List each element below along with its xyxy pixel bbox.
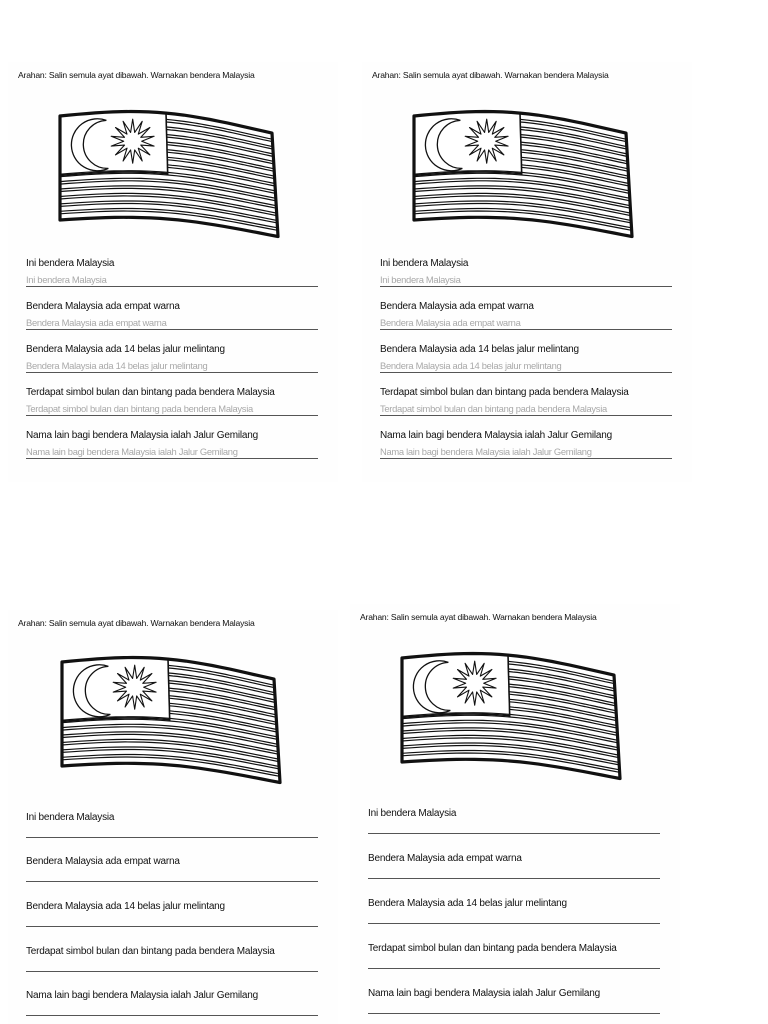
writing-line-4[interactable]: [368, 968, 660, 969]
sentence-5: Nama lain bagi bendera Malaysia ialah Jalur Gemilang: [26, 990, 258, 1001]
flag-illustration: [52, 102, 284, 240]
malaysia-flag-outline: [394, 644, 626, 782]
worksheet-panel-1: [8, 62, 338, 482]
trace-line-4[interactable]: Terdapat simbol bulan dan bintang pada bendera Malaysia: [26, 404, 318, 416]
sentence-group: [26, 990, 318, 1016]
sentence-3: Bendera Malaysia ada 14 belas jalur melintang: [26, 344, 225, 355]
sentence-group: [380, 301, 672, 330]
sentence-group: [26, 344, 318, 373]
sentence-4: Terdapat simbol bulan dan bintang pada bendera Malaysia: [368, 943, 617, 954]
flag-illustration: [394, 644, 626, 782]
trace-line-3[interactable]: Bendera Malaysia ada 14 belas jalur melintang: [380, 361, 672, 373]
trace-line-5[interactable]: Nama lain bagi bendera Malaysia ialah Jalur Gemilang: [26, 447, 318, 459]
sentence-group: [26, 812, 318, 838]
instruction-text: Arahan: Salin semula ayat dibawah. Warnakan bendera Malaysia: [18, 70, 255, 80]
sentence-1: Ini bendera Malaysia: [368, 808, 457, 819]
sentence-2: Bendera Malaysia ada empat warna: [26, 856, 180, 867]
sentence-group: [368, 988, 660, 1014]
flag-illustration: [54, 648, 286, 786]
instruction-text: Arahan: Salin semula ayat dibawah. Warnakan bendera Malaysia: [372, 70, 609, 80]
writing-line-1[interactable]: [26, 837, 318, 838]
sentence-group: [26, 946, 318, 972]
sentence-5: Nama lain bagi bendera Malaysia ialah Jalur Gemilang: [368, 988, 600, 999]
sentence-1: Ini bendera Malaysia: [26, 258, 115, 269]
instruction-text: Arahan: Salin semula ayat dibawah. Warnakan bendera Malaysia: [18, 618, 255, 628]
sentence-2: Bendera Malaysia ada empat warna: [380, 301, 534, 312]
sentence-group: [368, 943, 660, 969]
sentence-group: [26, 430, 318, 459]
writing-line-5[interactable]: [26, 1015, 318, 1016]
sentence-2: Bendera Malaysia ada empat warna: [26, 301, 180, 312]
sentence-5: Nama lain bagi bendera Malaysia ialah Jalur Gemilang: [26, 430, 258, 441]
sentence-group: [380, 344, 672, 373]
sentence-1: Ini bendera Malaysia: [380, 258, 469, 269]
worksheet-panel-3: [8, 610, 338, 1024]
sentence-3: Bendera Malaysia ada 14 belas jalur melintang: [368, 898, 567, 909]
writing-line-3[interactable]: [26, 926, 318, 927]
trace-line-4[interactable]: Terdapat simbol bulan dan bintang pada bendera Malaysia: [380, 404, 672, 416]
sentence-4: Terdapat simbol bulan dan bintang pada bendera Malaysia: [380, 387, 629, 398]
instruction-text: Arahan: Salin semula ayat dibawah. Warnakan bendera Malaysia: [360, 612, 597, 622]
sentence-group: [26, 901, 318, 927]
flag-illustration: [406, 102, 638, 240]
sentence-5: Nama lain bagi bendera Malaysia ialah Jalur Gemilang: [380, 430, 612, 441]
sentence-4: Terdapat simbol bulan dan bintang pada bendera Malaysia: [26, 946, 275, 957]
writing-line-3[interactable]: [368, 923, 660, 924]
trace-line-2[interactable]: Bendera Malaysia ada empat warna: [380, 318, 672, 330]
malaysia-flag-outline: [406, 102, 638, 240]
writing-line-2[interactable]: [26, 881, 318, 882]
sentence-group: [368, 853, 660, 879]
worksheet-panel-4: [350, 604, 680, 1024]
sentence-group: [26, 856, 318, 882]
trace-line-1[interactable]: Ini bendera Malaysia: [380, 275, 672, 287]
sentence-group: [26, 387, 318, 416]
trace-line-3[interactable]: Bendera Malaysia ada 14 belas jalur melintang: [26, 361, 318, 373]
sentence-group: [26, 258, 318, 287]
worksheet-panel-2: [362, 62, 692, 482]
writing-line-4[interactable]: [26, 971, 318, 972]
trace-line-2[interactable]: Bendera Malaysia ada empat warna: [26, 318, 318, 330]
trace-line-5[interactable]: Nama lain bagi bendera Malaysia ialah Jalur Gemilang: [380, 447, 672, 459]
malaysia-flag-outline: [54, 648, 286, 786]
sentence-group: [368, 808, 660, 834]
sentence-group: [380, 258, 672, 287]
sentence-1: Ini bendera Malaysia: [26, 812, 115, 823]
sentence-4: Terdapat simbol bulan dan bintang pada bendera Malaysia: [26, 387, 275, 398]
sentence-group: [380, 430, 672, 459]
sentence-3: Bendera Malaysia ada 14 belas jalur melintang: [380, 344, 579, 355]
sentence-3: Bendera Malaysia ada 14 belas jalur melintang: [26, 901, 225, 912]
malaysia-flag-outline: [52, 102, 284, 240]
sentence-group: [380, 387, 672, 416]
sentence-group: [26, 301, 318, 330]
writing-line-5[interactable]: [368, 1013, 660, 1014]
trace-line-1[interactable]: Ini bendera Malaysia: [26, 275, 318, 287]
writing-line-1[interactable]: [368, 833, 660, 834]
sentence-group: [368, 898, 660, 924]
writing-line-2[interactable]: [368, 878, 660, 879]
sentence-2: Bendera Malaysia ada empat warna: [368, 853, 522, 864]
